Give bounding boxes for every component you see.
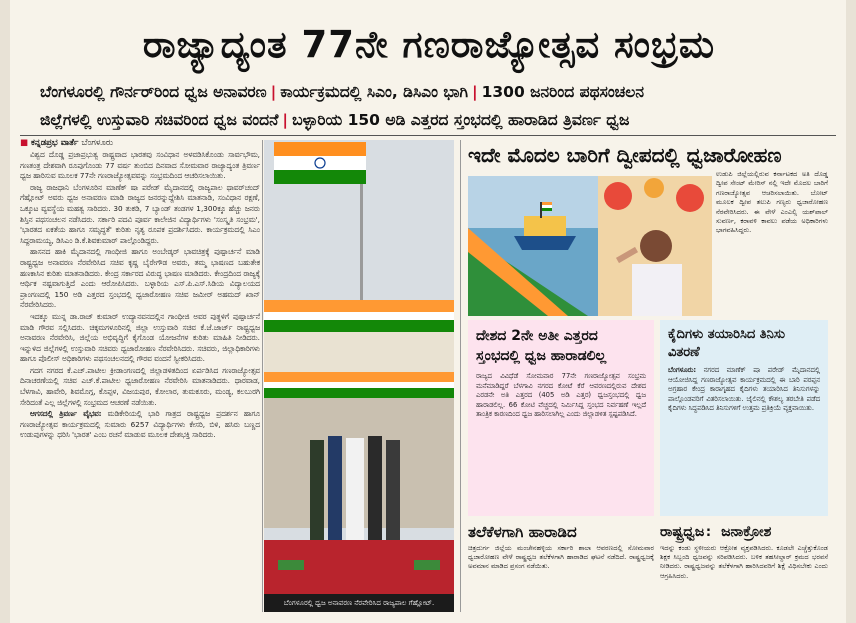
flagpole-story-title: ದೇಶದ 2ನೇ ಅತೀ ಎತ್ತರದ ಸ್ತಂಭದಲ್ಲಿ ಧ್ವಜ ಹಾರಾಡಲಿಲ್ಲ — [476, 328, 607, 364]
island-story-text — [716, 170, 828, 320]
column-divider — [262, 140, 263, 612]
prisoner-food-story-box — [660, 320, 828, 516]
public-outrage-story-body: ಇದನ್ನು ಕಂಡು ಸ್ಥಳೀಯರು ಆಕ್ರೋಶ ವ್ಯಕ್ತಪಡಿಸಿದರು. ಕೂಡಲೇ ಎಚ್ಚೆತ್ತುಕೊಂಡ ಶಿಕ್ಷಕ ಸಿಬ್ಬಂದಿ ಧ್ವಜವನ್ನು ಸರಿಪಡಿಸಿದರು. ಬಳಿಕ ತಹಸೀಲ್ದಾರ್ ಕ್ರಮದ ಭರವಸೆ ನೀಡಿದರು. ರಾಷ್ಟ್ರಧ್ವಜವನ್ನು ತಲೆಕೆಳಗಾಗಿ ಹಾರಿಸಿದವರಿಗೆ ಶಿಕ್ಷೆ ವಿಧಿಸಬೇಕು ಎಂದು ಆಗ್ರಹಿಸಿದರು. — [660, 544, 828, 580]
left-article — [20, 138, 260, 613]
public-outrage-story-title: ರಾಷ್ಟ್ರಧ್ವಜ: ಜನಾಕ್ರೋಶ — [660, 524, 772, 540]
subhead-1-part-2: ಕಾರ್ಯಕ್ರಮದಲ್ಲಿ ಸಿಎಂ, ಡಿಸಿಎಂ ಭಾಗಿ — [280, 83, 468, 101]
subhead-separator: | — [471, 83, 478, 101]
byline-dateline: ಬೆಂಗಳೂರು — [81, 138, 114, 148]
article-paragraph: ರಾಜ್ಯ ರಾಜಧಾನಿ ಬೆಂಗಳೂರಿನ ಮಾಣೆಕ್ ಷಾ ಪರೇಡ್ ಮೈದಾನದಲ್ಲಿ ರಾಜ್ಯಪಾಲ ಥಾವರ್‌ಚಂದ್ ಗೆಹ್ಲೋಟ್ ಅವರು ಧ್ವಜ ಅನಾವರಣ ಮಾಡಿ ರಾಜ್ಯದ ಜನರನ್ನುದ್ದೇಶಿಸಿ ಮಾತನಾಡಿ, ಸಂವಿಧಾನ ರಕ್ಷಣೆ, ಒಕ್ಕೂಟ ವ್ಯವಸ್ಥೆಯ ಮಹತ್ವ ಸಾರಿದರು. 30 ತುಕಡಿ, 7 ಬ್ಯಾಂಡ್ ತಂಡಗಳ 1,300ಕ್ಕೂ ಹೆಚ್ಚು ಜನರು ಶಿಸ್ತಿನ ಪಥಸಂಚಲನ ನಡೆಸಿದರು. ಸರ್ಕಾರಿ ಪದವಿ ಪೂರ್ವ ಕಾಲೇಜಿನ ವಿದ್ಯಾರ್ಥಿಗಳು 'ಸಂಸ್ಕೃತಿ ಸಂಭ್ರಮ', 'ಭಾರತದ ಏಕತೆಯ ಹಾಗೂ ಸಮೃದ್ಧತೆ' ಕುರಿತು ನೃತ್ಯ ರೂಪಕ ಪ್ರದರ್ಶಿಸಿದರು. ಕಾರ್ಯಕ್ರಮದಲ್ಲಿ ಸಿಎಂ ಸಿದ್ದರಾಮಯ್ಯ, ಡಿಸಿಎಂ ಡಿ.ಕೆ.ಶಿವಕುಮಾರ್ ಪಾಲ್ಗೊಂಡಿದ್ದರು. — [20, 182, 260, 245]
main-photo — [264, 140, 454, 608]
person-body — [632, 264, 682, 316]
subheadline-2 — [40, 108, 820, 132]
subhead-2-part-1: ಜಿಲ್ಲೆಗಳಲ್ಲಿ ಉಸ್ತುವಾರಿ ಸಚಿವರಿಂದ ಧ್ವಜ ವಂದನೆ — [40, 111, 279, 129]
header-divider — [20, 135, 836, 136]
closing-text: ಮಡಿಕೇರಿಯಲ್ಲಿ ಭಾರಿ ಗಾತ್ರದ ರಾಷ್ಟ್ರಧ್ವಜ ಪ್ರದರ್ಶನ ಹಾಗೂ ಗಣರಾಜ್ಯೋತ್ಸವ ಕಾರ್ಯಕ್ರಮದಲ್ಲಿ ಸುಮಾರು 6257 ವಿದ್ಯಾರ್ಥಿಗಳು ಕೇಸರಿ, ಬಿಳಿ, ಹಸಿರು ಬಣ್ಣದ ಉಡುಪುಗಳನ್ನು ಧರಿಸಿ 'ಭಾರತ' ಎಂಬ ರಚನೆ ಮಾಡುವ ಮೂಲಕ ದೇಶಭಕ್ತಿ ಸಾರಿದರು. — [20, 409, 260, 440]
subhead-separator: | — [282, 111, 289, 129]
flag-saffron — [274, 142, 366, 156]
island-story-body: ಉಡುಪಿ ಜಿಲ್ಲೆಯಲ್ಲಿರುವ ಕರ್ನಾಟಕದ ಅತಿ ದೊಡ್ಡ ದ್ವೀಪ ಸೇಂಟ್ ಮೇರಿಸ್ ನಲ್ಲಿ ಇದೇ ಮೊದಲ ಬಾರಿಗೆ ಗಣರಾಜ್ಯೋತ್ಸವ ಆಚರಿಸಲಾಯಿತು. ಬೋಟ್ ಮೂಲಕ ದ್ವೀಪ ತಲುಪಿ ಗಣ್ಯರು ಧ್ವಜಾರೋಹಣ ನೆರವೇರಿಸಿದರು. ಈ ವೇಳೆ ಎಂಎಲ್ಸಿ ಯಶ್‌ಪಾಲ್ ಸುವರ್ಣ, ಕರಾವಳಿ ಕಾವಲು ಪಡೆಯ ಅಧಿಕಾರಿಗಳು ಭಾಗವಹಿಸಿದ್ದರು. — [716, 170, 828, 235]
article-byline: ■ ಕನ್ನಡಪ್ರಭ ವಾರ್ತೆ ಬೆಂಗಳೂರು — [20, 138, 114, 148]
page-left-edge — [0, 0, 10, 623]
woman-saluting-photo — [598, 176, 712, 316]
subheadline-1 — [40, 80, 820, 104]
main-headline: ರಾಜ್ಯಾದ್ಯಂತ 77ನೇ ಗಣರಾಜ್ಯೋತ್ಸವ ಸಂಭ್ರಮ — [142, 23, 716, 66]
boat-hull — [514, 236, 576, 250]
column-divider — [460, 140, 461, 612]
prisoner-food-text: ನಗರದ ಮಾಣೆಕ್ ಷಾ ಪರೇಡ್ ಮೈದಾನದಲ್ಲಿ ಆಯೋಜಿಸಿದ್ದ ಗಣರಾಜ್ಯೋತ್ಸವ ಕಾರ್ಯಕ್ರಮದಲ್ಲಿ ಈ ಬಾರಿ ಪರಪ್ಪನ ಅಗ್ರಹಾರ ಕೇಂದ್ರ ಕಾರಾಗೃಹದ ಕೈದಿಗಳು ತಯಾರಿಸಿದ ತಿನಿಸುಗಳನ್ನು ಪಾಲ್ಗೊಂಡವರಿಗೆ ವಿತರಿಸಲಾಯಿತು. ಜೈಲಿನಲ್ಲಿ ಕೌಶಲ್ಯ ತರಬೇತಿ ಪಡೆದ ಕೈದಿಗಳು ಸಿದ್ಧಪಡಿಸಿದ ತಿನಿಸುಗಳಿಗೆ ಉತ್ತಮ ಪ್ರತಿಕ್ರಿಯೆ ವ್ಯಕ್ತವಾಯಿತು. — [668, 366, 820, 413]
subhead-1-part-3: 1300 ಜನರಿಂದ ಪಥಸಂಚಲನ — [481, 83, 644, 101]
article-closing — [20, 409, 260, 441]
upside-down-story-title: ತಲೆಕೆಳಗಾಗಿ ಹಾರಾಡಿದ — [468, 523, 577, 541]
photo-caption: ಬೆಂಗಳೂರಲ್ಲಿ ಧ್ವಜ ಅನಾವರಣ ನೆರವೇರಿಸಿದ ರಾಜ್ಯಪಾಲ ಗೆಹ್ಲೋಟ್. — [264, 594, 454, 612]
article-paragraph: ಗದಗ ನಗರದ ಕೆ.ಎಚ್.ಪಾಟೀಲ ಕ್ರೀಡಾಂಗಣದಲ್ಲಿ ಜಿಲ್ಲಾಡಳಿತದಿಂದ ಏರ್ಪಡಿಸಿದ ಗಣರಾಜ್ಯೋತ್ಸವ ದಿನಾಚರಣೆಯಲ್ಲಿ ಸಚಿವ ಎಚ್.ಕೆ.ಪಾಟೀಲ ಧ್ವಜಾರೋಹಣ ನೆರವೇರಿಸಿ ಮಾತನಾಡಿದರು. ಧಾರವಾಡ, ಬೆಳಗಾವಿ, ಹಾವೇರಿ, ಶಿವಮೊಗ್ಗ, ಕೊಪ್ಪಳ, ವಿಜಯಪುರ, ಕೋಲಾರ, ತುಮಕೂರು, ಮಂಡ್ಯ, ಕಲಬುರಗಿ ಸೇರಿದಂತೆ ಎಲ್ಲ ಜಿಲ್ಲೆಗಳಲ್ಲಿ ಸಂಭ್ರಮದ ಆಚರಣೆ ನಡೆಯಿತು. — [20, 365, 260, 407]
saluting-illustration — [598, 176, 712, 316]
upside-down-story-body: ಚಿತ್ರದುರ್ಗ ಜಿಲ್ಲೆಯ ಮಂಚೇನಹಳ್ಳಿಯ ಸರ್ಕಾರಿ ಶಾಲಾ ಆವರಣದಲ್ಲಿ ಸೋಮವಾರ ಧ್ವಜಾರೋಹಣ ವೇಳೆ ರಾಷ್ಟ್ರಧ್ವಜ ತಲೆಕೆಳಗಾಗಿ ಹಾರಾಡಿದ ಘಟನೆ ನಡೆದಿದೆ. ರಾಷ್ಟ್ರಧ್ವಜಕ್ಕೆ ಅವಮಾನ ಮಾಡಿದ ಪ್ರಸಂಗ ನಡೆಯಿತು. — [468, 544, 654, 571]
flagpole-story-body: ರಾಜ್ಯದ ವಿವಿಧೆಡೆ ಸೋಮವಾರ 77ನೇ ಗಣರಾಜ್ಯೋತ್ಸವ ಸಂಭ್ರಮ ಮನೆಮಾಡಿದ್ದರೆ ಬೆಳಗಾವಿ ನಗರದ ಕೋಟೆ ಕೆರೆ ಆವರಣದಲ್ಲಿರುವ ದೇಶದ ಎರಡನೇ ಅತಿ ಎತ್ತರದ (405 ಅಡಿ ಎತ್ತರ) ಧ್ವಜಸ್ತಂಭದಲ್ಲಿ ಧ್ವಜ ಹಾರಾಡಲಿಲ್ಲ. 66 ಕೋಟಿ ವೆಚ್ಚದಲ್ಲಿ ನಿರ್ಮಿಸಿದ್ದ ಸ್ತಂಭದ ನಿರ್ವಹಣೆ ಇಲ್ಲದೆ ತಾಂತ್ರಿಕ ಕಾರಣದಿಂದ ಧ್ವಜ ಹಾರಿಸಲಾಗಿಲ್ಲ ಎಂದು ಜಿಲ್ಲಾಡಳಿತ ಸ್ಪಷ್ಟಪಡಿಸಿದೆ. — [476, 372, 646, 419]
subhead-separator: | — [270, 83, 277, 101]
article-paragraph: ವಿಶ್ವದ ದೊಡ್ಡ ಪ್ರಜಾಪ್ರಭುತ್ವ ರಾಷ್ಟ್ರವಾದ ಭಾರತವು ಸಂವಿಧಾನ ಅಳವಡಿಸಿಕೊಂಡು ಸಾರ್ವಭೌಮ, ಗಣತಂತ್ರ ದೇಶವಾಗಿ ರೂಪುಗೊಂಡು 77 ವರ್ಷ ತುಂಬಿದ ದಿನವಾದ ಸೋಮವಾರ ರಾಜ್ಯಾದ್ಯಂತ ತ್ರಿವರ್ಣ ಧ್ವಜ ಹಾರಿಸುವ ಮೂಲಕ 77ನೇ ಗಣರಾಜ್ಯೋತ್ಸವವನ್ನು ಸಂಭ್ರಮದಿಂದ ಆಚರಿಸಲಾಯಿತು. — [20, 150, 260, 181]
prisoner-food-story-title: ಕೈದಿಗಳು ತಯಾರಿಸಿದ ತಿನಿಸು ವಿತರಣೆ — [668, 327, 785, 360]
byline-source: ಕನ್ನಡಪ್ರಭ ವಾರ್ತೆ — [31, 138, 79, 148]
subhead-1-part-1: ಬೆಂಗಳೂರಲ್ಲಿ ಗೌರ್ನರ್‌ರಿಂದ ಧ್ವಜ ಅನಾವರಣ — [40, 83, 267, 101]
prisoner-food-dateline: ಬೆಂಗಳೂರು: — [668, 366, 697, 374]
flag-green — [274, 170, 366, 184]
prisoner-food-story-body — [668, 366, 820, 414]
public-outrage-story — [660, 520, 828, 616]
article-paragraph: ಇದಕ್ಕೂ ಮುನ್ನ ಡಾ.ರಾಜ್ ಕುಮಾರ್ ಉದ್ಯಾನವನದಲ್ಲಿನ ಗಾಂಧೀಜಿ ಅವರ ಪುತ್ಥಳಿಗೆ ಪುಷ್ಪಾರ್ಚನೆ ಮಾಡಿ ಗೌರವ ಸಲ್ಲಿಸಿದರು. ಚಿಕ್ಕಮಗಳೂರಿನಲ್ಲಿ ಜಿಲ್ಲಾ ಉಸ್ತುವಾರಿ ಸಚಿವ ಕೆ.ಜೆ.ಜಾರ್ಜ್ ರಾಷ್ಟ್ರಧ್ವಜ ಅನಾವರಣ ನೆರವೇರಿಸಿ, ಜಿಲ್ಲೆಯ ಅಭಿವೃದ್ಧಿಗೆ ಕೈಗೊಂಡ ಯೋಜನೆಗಳ ಕುರಿತು ಮಾಹಿತಿ ನೀಡಿದರು. ಇನ್ನುಳಿದ ಜಿಲ್ಲೆಗಳಲ್ಲಿ ಉಸ್ತುವಾರಿ ಸಚಿವರು ಧ್ವಜಾರೋಹಣ ನೆರವೇರಿಸಿದರು. ಸಚಿವರು, ಜಿಲ್ಲಾಧಿಕಾರಿಗಳು ಹಾಗೂ ಪೊಲೀಸ್ ಅಧಿಕಾರಿಗಳು ಪಥಸಂಚಲನದಲ್ಲಿ ಗೌರವ ವಂದನೆ ಸ್ವೀಕರಿಸಿದರು. — [20, 311, 260, 364]
parade-flag-illustration — [264, 140, 454, 608]
boat-cabin — [524, 216, 566, 236]
subhead-2-part-2: ಬಳ್ಳಾರಿಯ 150 ಅಡಿ ಎತ್ತರದ ಸ್ತಂಭದಲ್ಲಿ ಹಾರಾಡಿದ ತ್ರಿವರ್ಣ ಧ್ವಜ — [292, 111, 630, 129]
person-head — [640, 230, 672, 262]
article-paragraph: ಹಾಸನದ ಹಾಕಿ ಮೈದಾನದಲ್ಲಿ ಗಾಂಧೀಜಿ ಹಾಗೂ ಅಂಬೇಡ್ಕರ್ ಭಾವಚಿತ್ರಕ್ಕೆ ಪುಷ್ಪಾರ್ಚನೆ ಮಾಡಿ ರಾಷ್ಟ್ರಧ್ವಜ ಅನಾವರಣ ನೆರವೇರಿಸಿದ ಸಚಿವ ಕೃಷ್ಣ ಬೈರೇಗೌಡ ಅವರು, ತಮ್ಮ ಭಾಷಣದ ಬಹುತೇಕ ಹಣಕಾಸಿನ ಕುರಿತು ಮಾತನಾಡಿದರು. ಕೇಂದ್ರ ಸರ್ಕಾರದ ವಿರುದ್ಧ ಭಾಷಣ ಮಾಡಿದರು. ಕೇಂದ್ರದಿಂದ ರಾಜ್ಯಕ್ಕೆ ಆರ್ಥಿಕ ನಷ್ಟವಾಗುತ್ತಿದೆ ಎಂದು ಆರೋಪಿಸಿದರು. ಬಳ್ಳಾರಿಯ ಎಸ್.ಪಿ.ಎಸ್.ಸಿಡಿಯ ವಿದ್ಯಾಲಯದ ಪ್ರಾಂಗಣದಲ್ಲಿ 150 ಅಡಿ ಎತ್ತರದ ಸ್ತಂಭದಲ್ಲಿ ಧ್ವಜಾರೋಹಣ ಸಚಿವ ಜಮೀರ್ ಅಹಮದ್ ಖಾನ್ ನೆರವೇರಿಸಿದರು. — [20, 247, 260, 310]
upside-down-flag-story — [468, 520, 654, 616]
closing-subhead: ಆಗಸದಲ್ಲಿ ತ್ರಿವರ್ಣ ವೈಭವ: — [30, 409, 102, 419]
island-story-title: ಇದೇ ಮೊದಲ ಬಾರಿಗೆ ದ್ವೀಪದಲ್ಲಿ ಧ್ವಜಾರೋಹಣ — [468, 143, 782, 167]
article-body — [20, 150, 260, 441]
page-right-edge — [846, 0, 856, 623]
flagpole-story-box — [468, 320, 654, 516]
